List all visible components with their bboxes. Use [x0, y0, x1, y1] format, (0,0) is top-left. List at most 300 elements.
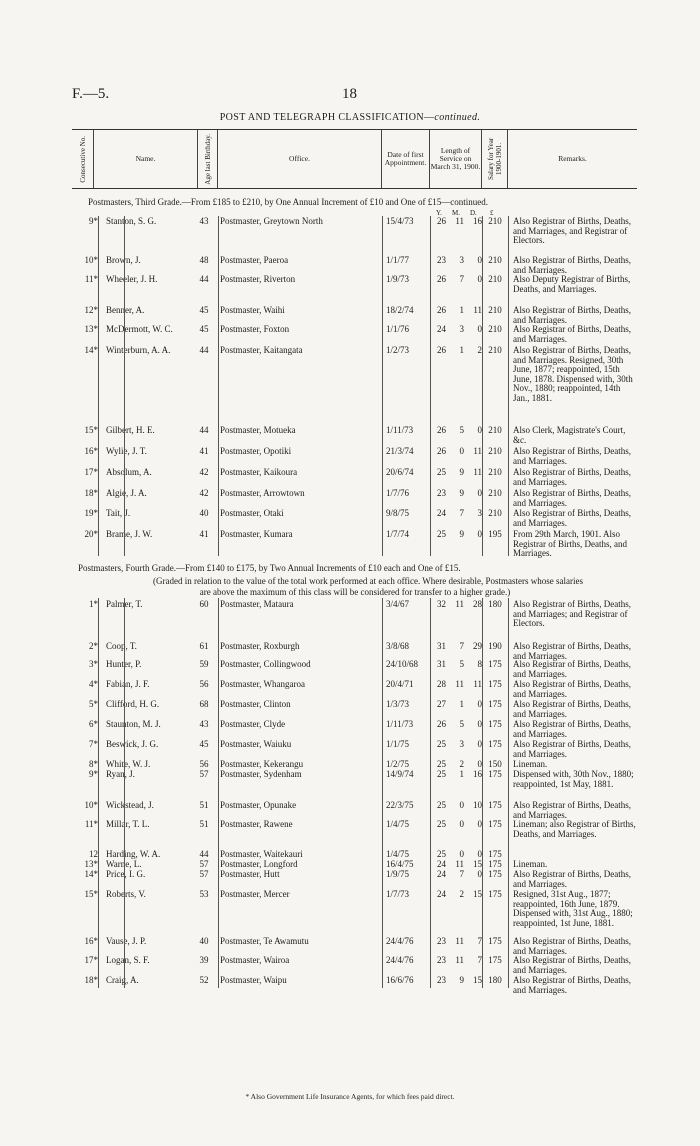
row-date: 24/4/76	[386, 955, 414, 965]
row-service-days: 0	[477, 849, 482, 859]
row-age: 51	[199, 800, 209, 810]
row-date: 1/11/73	[386, 719, 414, 729]
row-service-months: 11	[455, 216, 464, 226]
row-service-days: 11	[473, 467, 482, 477]
row-service-days: 0	[477, 699, 482, 709]
row-remarks: Also Registrar of Births, Deaths, and Marriages.	[513, 719, 631, 739]
row-remarks: Also Registrar of Births, Deaths, and Marriages.	[513, 508, 631, 528]
row-salary: 195	[488, 529, 502, 539]
row-age: 43	[199, 719, 209, 729]
row-service-years: 31	[437, 641, 446, 651]
row-service-months: 7	[459, 274, 464, 284]
row-name: Harding, W. A.	[106, 849, 161, 859]
row-number: 20*	[84, 529, 98, 539]
row-salary: 210	[488, 305, 502, 315]
row-age: 44	[199, 849, 209, 859]
row-service-days: 7	[477, 955, 482, 965]
row-remarks: Also Registrar of Births, Deaths, and Marriages, and Registrar of Electors.	[513, 216, 631, 245]
row-service-months: 11	[455, 955, 464, 965]
row-service-months: 3	[459, 739, 464, 749]
col-office: Office.	[218, 130, 382, 188]
row-age: 43	[199, 216, 209, 226]
row-office: Postmaster, Sydenham	[220, 769, 302, 779]
row-service-years: 26	[437, 274, 446, 284]
row-service-years: 23	[437, 488, 446, 498]
row-service-years: 27	[437, 699, 446, 709]
page-number: 18	[342, 86, 357, 102]
row-office: Postmaster, Hutt	[220, 869, 280, 879]
row-salary: 175	[488, 955, 502, 965]
row-service-months: 1	[459, 769, 464, 779]
row-service-days: 29	[473, 641, 482, 651]
row-service-years: 25	[437, 849, 446, 859]
row-remarks: Also Registrar of Births, Deaths, and Marriages.	[513, 446, 631, 466]
row-service-months: 3	[459, 255, 464, 265]
row-service-years: 23	[437, 255, 446, 265]
row-service-years: 25	[437, 800, 446, 810]
row-date: 14/9/74	[386, 769, 414, 779]
row-name: Wheeler, J. H.	[106, 274, 158, 284]
row-service-days: 3	[477, 508, 482, 518]
row-name: Clifford, H. G.	[106, 699, 160, 709]
row-office: Postmaster, Kumara	[220, 529, 293, 539]
row-date: 18/2/74	[386, 305, 414, 315]
row-service-years: 32	[437, 599, 446, 609]
row-service-days: 11	[473, 679, 482, 689]
row-name: Ryan, J.	[106, 769, 135, 779]
row-number: 17*	[84, 955, 98, 965]
row-service-months: 9	[459, 975, 464, 985]
row-service-years: 26	[437, 345, 446, 355]
row-service-days: 8	[477, 659, 482, 669]
row-service-days: 0	[477, 274, 482, 284]
row-number: 10*	[84, 800, 98, 810]
row-age: 44	[199, 425, 209, 435]
row-office: Postmaster, Waihi	[220, 305, 285, 315]
row-service-days: 0	[477, 759, 482, 769]
row-remarks: Also Registrar of Births, Deaths, and Marriages.	[513, 936, 631, 956]
row-number: 16*	[84, 936, 98, 946]
row-service-years: 23	[437, 955, 446, 965]
row-date: 3/4/67	[386, 599, 410, 609]
row-service-months: 7	[459, 508, 464, 518]
row-number: 7*	[89, 739, 98, 749]
row-office: Postmaster, Opunake	[220, 800, 297, 810]
row-name: Craig, A.	[106, 975, 139, 985]
row-remarks: Dispensed with, 30th Nov., 1880; reappointed, 1st May, 1881.	[513, 769, 634, 789]
row-office: Postmaster, Motueka	[220, 425, 296, 435]
column-rule	[218, 598, 219, 988]
row-service-years: 24	[437, 869, 446, 879]
row-name: Brown, J.	[106, 255, 141, 265]
row-name: Benner, A.	[106, 305, 145, 315]
row-number: 11*	[84, 819, 98, 829]
row-date: 24/10/68	[386, 659, 419, 669]
row-service-days: 11	[473, 305, 482, 315]
row-service-days: 0	[477, 324, 482, 334]
row-service-days: 0	[477, 425, 482, 435]
row-number: 12*	[84, 305, 98, 315]
row-name: Beswick, J. G.	[106, 739, 159, 749]
row-remarks: Also Registrar of Births, Deaths, and Marriages.	[513, 679, 631, 699]
row-age: 68	[199, 699, 209, 709]
unit-month: M.	[452, 209, 460, 217]
column-rule	[430, 598, 431, 988]
row-salary: 180	[488, 975, 502, 985]
row-service-years: 25	[437, 759, 446, 769]
column-rule	[124, 216, 125, 556]
row-age: 40	[199, 508, 209, 518]
row-name: Gilbert, H. E.	[106, 425, 155, 435]
row-salary: 175	[488, 849, 502, 859]
row-service-years: 24	[437, 508, 446, 518]
row-number: 14*	[84, 345, 98, 355]
title-main: POST AND TELEGRAPH CLASSIFICATION—	[219, 112, 435, 123]
row-service-months: 0	[459, 446, 464, 456]
row-service-days: 16	[473, 216, 482, 226]
row-remarks: Lineman.	[513, 759, 548, 769]
row-service-months: 5	[459, 425, 464, 435]
row-number: 17*	[84, 467, 98, 477]
row-salary: 190	[488, 641, 502, 651]
row-age: 41	[199, 446, 209, 456]
row-salary: 150	[488, 759, 502, 769]
row-office: Postmaster, Longford	[220, 859, 298, 869]
row-number: 9*	[89, 216, 98, 226]
row-salary: 210	[488, 274, 502, 284]
row-service-years: 25	[437, 819, 446, 829]
row-date: 9/8/75	[386, 508, 410, 518]
row-office: Postmaster, Arrowtown	[220, 488, 305, 498]
row-service-months: 3	[459, 324, 464, 334]
row-remarks: From 29th March, 1901. Also Registrar of Births, Deaths, and Marriages.	[513, 529, 627, 558]
row-service-days: 0	[477, 719, 482, 729]
fourth-grade-heading: Postmasters, Fourth Grade.—From £140 to £175, by Two Annual Increments of £10 each and One of £15.	[78, 563, 461, 573]
column-rule	[98, 598, 99, 988]
row-name: Logan, S. F.	[106, 955, 150, 965]
row-office: Postmaster, Waitekauri	[220, 849, 303, 859]
row-office: Postmaster, Rawene	[220, 819, 293, 829]
row-age: 44	[199, 345, 209, 355]
row-age: 41	[199, 529, 209, 539]
row-date: 16/6/76	[386, 975, 414, 985]
row-salary: 175	[488, 869, 502, 879]
page-ref: F.—5.	[72, 86, 110, 102]
row-number: 8*	[89, 759, 98, 769]
row-salary: 175	[488, 739, 502, 749]
column-header	[72, 129, 637, 189]
column-rule	[508, 216, 509, 556]
row-salary: 210	[488, 446, 502, 456]
column-rule	[218, 216, 219, 556]
row-name: Millar, T. L.	[106, 819, 150, 829]
row-service-days: 7	[477, 936, 482, 946]
row-age: 57	[199, 869, 209, 879]
row-service-days: 0	[477, 488, 482, 498]
row-age: 53	[199, 889, 209, 899]
row-name: Staunton, M. J.	[106, 719, 161, 729]
row-service-months: 5	[459, 659, 464, 669]
row-salary: 175	[488, 819, 502, 829]
row-service-months: 2	[459, 759, 464, 769]
row-salary: 175	[488, 936, 502, 946]
row-name: White, W. J.	[106, 759, 151, 769]
row-name: Warne, L.	[106, 859, 142, 869]
row-number: 16*	[84, 446, 98, 456]
row-office: Postmaster, Whangaroa	[220, 679, 305, 689]
row-number: 18*	[84, 488, 98, 498]
column-rule	[98, 216, 99, 556]
row-service-years: 26	[437, 305, 446, 315]
row-salary: 210	[488, 345, 502, 355]
row-office: Postmaster, Mercer	[220, 889, 290, 899]
row-name: Fabian, J. F.	[106, 679, 150, 689]
row-office: Postmaster, Collingwood	[220, 659, 311, 669]
row-service-years: 24	[437, 859, 446, 869]
row-name: Hunter, P.	[106, 659, 142, 669]
row-number: 4*	[89, 679, 98, 689]
row-remarks: Also Registrar of Births, Deaths, and Marriages.	[513, 739, 631, 759]
row-service-days: 15	[473, 889, 482, 899]
row-date: 1/1/75	[386, 739, 410, 749]
row-date: 20/4/71	[386, 679, 414, 689]
row-service-months: 1	[459, 345, 464, 355]
row-number: 12	[89, 849, 98, 859]
row-salary: 210	[488, 425, 502, 435]
row-service-months: 9	[459, 467, 464, 477]
row-service-months: 7	[459, 641, 464, 651]
row-service-days: 0	[477, 255, 482, 265]
fourth-grade-note-2: are above the maximum of this class will be considered for transfer to a higher grade.)	[199, 587, 511, 597]
row-office: Postmaster, Mataura	[220, 599, 294, 609]
col-remarks: Remarks.	[558, 154, 587, 163]
third-grade-heading: Postmasters, Third Grade.—From £185 to £210, by One Annual Increment of £10 and One of £15—continued.	[88, 197, 489, 207]
title-continued: continued.	[434, 112, 481, 123]
row-age: 57	[199, 769, 209, 779]
row-remarks: Lineman; also Registrar of Births, Deaths, and Marriages.	[513, 819, 636, 839]
row-salary: 175	[488, 769, 502, 779]
row-remarks: Also Registrar of Births, Deaths, and Marriages.	[513, 800, 631, 820]
column-rule	[382, 216, 383, 556]
row-service-days: 16	[473, 769, 482, 779]
row-number: 15*	[84, 425, 98, 435]
row-date: 1/4/75	[386, 849, 410, 859]
row-number: 11*	[84, 274, 98, 284]
unit-pound: £	[490, 209, 494, 217]
column-rule	[482, 598, 483, 988]
row-date: 16/4/75	[386, 859, 414, 869]
page-title	[0, 112, 700, 123]
col-age: Age last Birthday.	[198, 130, 218, 188]
row-remarks: Resigned, 31st Aug., 1877; reappointed, 16th June, 1879. Dispensed with, 31st Aug., 1880; reappointed, 1st June, 1881.	[513, 889, 633, 928]
row-name: Roberts, V.	[106, 889, 146, 899]
row-date: 1/7/73	[386, 889, 410, 899]
row-service-years: 25	[437, 769, 446, 779]
row-number: 2*	[89, 641, 98, 651]
row-service-months: 0	[459, 800, 464, 810]
row-age: 40	[199, 936, 209, 946]
row-service-days: 0	[477, 529, 482, 539]
column-rule	[124, 598, 125, 988]
row-age: 44	[199, 274, 209, 284]
fourth-grade-note-1: (Graded in relation to the value of the total work performed at each office. Where desirable, Postmasters whose salaries	[152, 576, 583, 586]
row-age: 59	[199, 659, 209, 669]
row-service-days: 0	[477, 869, 482, 879]
row-remarks: Also Registrar of Births, Deaths, and Marriages; and Registrar of Electors.	[513, 599, 631, 628]
row-name: Stanton, S. G.	[106, 216, 157, 226]
row-service-days: 11	[473, 446, 482, 456]
row-date: 3/8/68	[386, 641, 410, 651]
row-number: 5*	[89, 699, 98, 709]
col-salary: Salary for Year 1900-1901.	[482, 130, 508, 188]
row-salary: 210	[488, 324, 502, 334]
footnote: * Also Government Life Insurance Agents, for which fees paid direct.	[245, 1092, 455, 1101]
row-age: 56	[199, 759, 209, 769]
row-service-years: 25	[437, 467, 446, 477]
row-service-years: 25	[437, 739, 446, 749]
row-date: 1/7/74	[386, 529, 410, 539]
row-office: Postmaster, Roxburgh	[220, 641, 300, 651]
row-remarks: Also Registrar of Births, Deaths, and Marriages. Resigned, 30th June, 1877; reappointed, 15th June, 1878. Dispensed with, 30th Nov., 1880; reappointed, 14th Jan., 1881.	[513, 345, 633, 403]
row-date: 21/3/74	[386, 446, 414, 456]
row-remarks: Also Registrar of Births, Deaths, and Marriages.	[513, 488, 631, 508]
row-number: 14*	[84, 869, 98, 879]
row-salary: 175	[488, 659, 502, 669]
row-date: 1/9/75	[386, 869, 410, 879]
row-service-years: 28	[437, 679, 446, 689]
col-name: Name.	[94, 130, 198, 188]
row-name: Wickstead, J.	[106, 800, 154, 810]
row-office: Postmaster, Clinton	[220, 699, 291, 709]
row-service-months: 11	[455, 859, 464, 869]
row-date: 1/2/73	[386, 345, 410, 355]
row-number: 6*	[89, 719, 98, 729]
row-service-days: 0	[477, 819, 482, 829]
row-remarks: Also Registrar of Births, Deaths, and Marriages.	[513, 641, 631, 661]
row-service-years: 31	[437, 659, 446, 669]
column-rule	[482, 216, 483, 556]
column-rule	[382, 598, 383, 988]
unit-year: Y.	[436, 209, 442, 217]
column-rule	[508, 598, 509, 988]
row-remarks: Lineman.	[513, 859, 548, 869]
row-age: 45	[199, 305, 209, 315]
row-number: 10*	[84, 255, 98, 265]
row-age: 45	[199, 739, 209, 749]
row-age: 48	[199, 255, 209, 265]
row-name: Absolum, A.	[106, 467, 152, 477]
row-office: Postmaster, Foxton	[220, 324, 290, 334]
row-date: 24/4/76	[386, 936, 414, 946]
col-date: Date of first Appointment.	[382, 130, 430, 188]
row-salary: 175	[488, 699, 502, 709]
row-number: 19*	[84, 508, 98, 518]
row-remarks: Also Registrar of Births, Deaths, and Marriages.	[513, 869, 631, 889]
row-date: 1/1/76	[386, 324, 410, 334]
row-number: 15*	[84, 889, 98, 899]
row-age: 61	[199, 641, 209, 651]
row-service-months: 7	[459, 869, 464, 879]
row-date: 1/7/76	[386, 488, 410, 498]
row-name: Coop, T.	[106, 641, 137, 651]
row-service-months: 11	[455, 599, 464, 609]
column-rule	[430, 216, 431, 556]
row-salary: 210	[488, 467, 502, 477]
row-salary: 175	[488, 719, 502, 729]
row-service-years: 23	[437, 975, 446, 985]
row-salary: 175	[488, 679, 502, 689]
row-remarks: Also Registrar of Births, Deaths, and Marriages.	[513, 467, 631, 487]
row-number: 13*	[84, 324, 98, 334]
row-service-days: 28	[473, 599, 482, 609]
row-date: 1/2/75	[386, 759, 410, 769]
row-service-months: 0	[459, 849, 464, 859]
row-service-years: 24	[437, 889, 446, 899]
row-date: 1/9/73	[386, 274, 410, 284]
row-date: 1/3/73	[386, 699, 410, 709]
row-remarks: Also Registrar of Births, Deaths, and Marriages.	[513, 699, 631, 719]
row-office: Postmaster, Kaikoura	[220, 467, 298, 477]
row-office: Postmaster, Wairoa	[220, 955, 290, 965]
row-salary: 175	[488, 800, 502, 810]
row-service-years: 25	[437, 529, 446, 539]
row-salary: 210	[488, 488, 502, 498]
row-age: 42	[199, 488, 209, 498]
row-date: 1/1/77	[386, 255, 410, 265]
row-office: Postmaster, Greytown North	[220, 216, 323, 226]
row-office: Postmaster, Waipu	[220, 975, 287, 985]
row-service-days: 15	[473, 975, 482, 985]
row-remarks: Also Registrar of Births, Deaths, and Marriages.	[513, 255, 631, 275]
row-service-months: 9	[459, 529, 464, 539]
row-remarks: Also Registrar of Births, Deaths, and Marriages.	[513, 305, 631, 325]
row-service-days: 2	[477, 345, 482, 355]
row-office: Postmaster, Riverton	[220, 274, 296, 284]
row-remarks: Also Clerk, Magistrate's Court, &c.	[513, 425, 626, 445]
row-number: 3*	[89, 659, 98, 669]
row-salary: 175	[488, 859, 502, 869]
row-salary: 175	[488, 889, 502, 899]
row-service-years: 26	[437, 216, 446, 226]
row-salary: 210	[488, 216, 502, 226]
row-service-months: 1	[459, 699, 464, 709]
row-remarks: Also Deputy Registrar of Births, Deaths, and Marriages.	[513, 274, 631, 294]
row-service-years: 26	[437, 425, 446, 435]
row-service-months: 0	[459, 819, 464, 829]
row-name: Brame, J. W.	[106, 529, 153, 539]
row-service-months: 11	[455, 936, 464, 946]
row-office: Postmaster, Paeroa	[220, 255, 289, 265]
row-name: McDermott, W. C.	[106, 324, 173, 334]
row-service-months: 11	[455, 679, 464, 689]
row-number: 9*	[89, 769, 98, 779]
row-name: Tait, J.	[106, 508, 131, 518]
row-date: 1/4/75	[386, 819, 410, 829]
row-office: Postmaster, Clyde	[220, 719, 286, 729]
row-salary: 210	[488, 508, 502, 518]
row-service-months: 5	[459, 719, 464, 729]
row-office: Postmaster, Te Awamutu	[220, 936, 309, 946]
col-service: Length of Service on March 31, 1900.	[430, 130, 482, 188]
row-office: Postmaster, Waiuku	[220, 739, 292, 749]
row-age: 57	[199, 859, 209, 869]
unit-day: D.	[470, 209, 477, 217]
row-service-years: 23	[437, 936, 446, 946]
row-office: Postmaster, Opotiki	[220, 446, 292, 456]
row-service-months: 2	[459, 889, 464, 899]
row-name: Algie, J. A.	[106, 488, 147, 498]
row-date: 1/11/73	[386, 425, 414, 435]
